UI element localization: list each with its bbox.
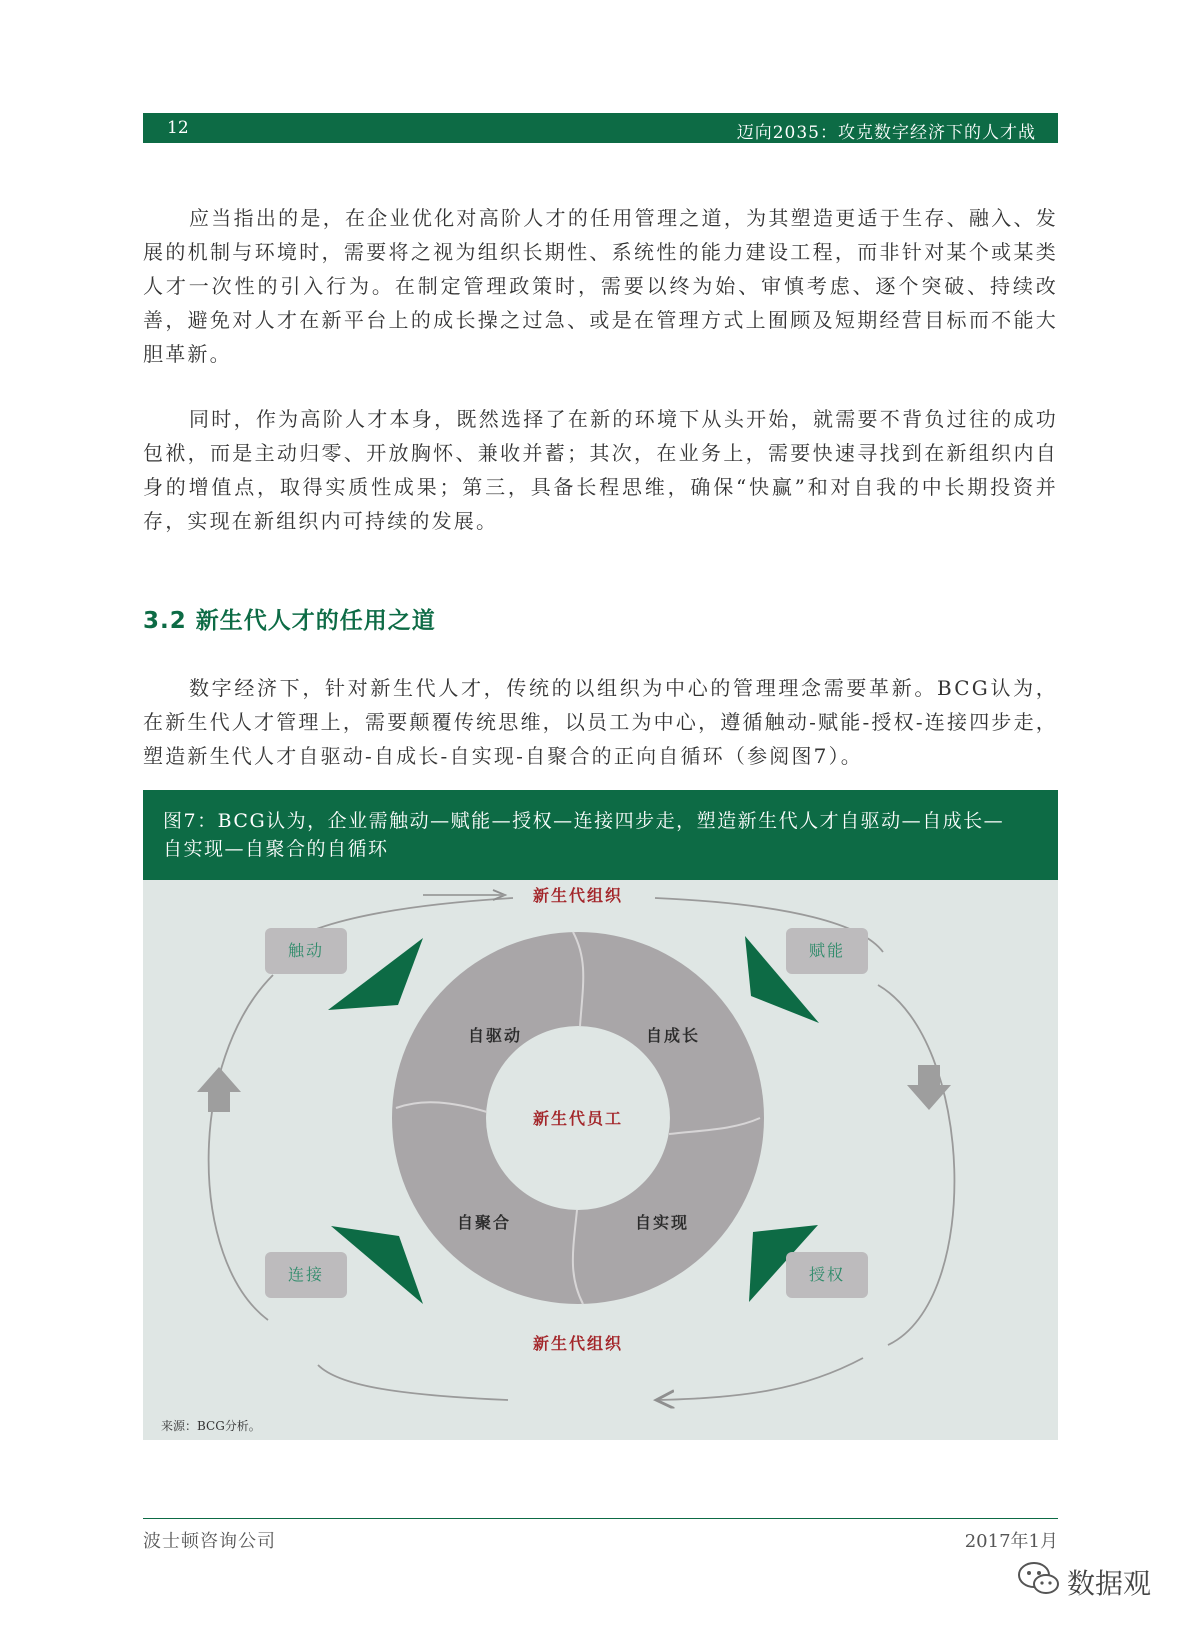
figure-caption-bar [143, 790, 1058, 880]
footer-date: 2017年1月 [964, 1531, 1058, 1552]
watermark [1017, 1558, 1177, 1602]
figure-source: 来源：BCG分析。 [161, 1419, 261, 1433]
section-heading: 3.2 新生代人才的任用之道 [143, 608, 436, 634]
figure-caption: 图7：BCG认为，企业需触动—赋能—授权—连接四步走，塑造新生代人才自驱动—自成长—自实现—自聚合的自循环 [163, 810, 1005, 860]
block-arrow-up [197, 1067, 241, 1112]
ring-segment-self-realize: 自实现 [634, 1213, 690, 1232]
step-label-empower: 授权 [808, 1265, 846, 1284]
page-header-bar [143, 113, 1058, 143]
watermark-text: 数据观 [1067, 1567, 1152, 1600]
footer-company: 波士顿咨询公司 [143, 1531, 276, 1552]
block-arrow-down [907, 1065, 951, 1110]
outer-arc-left [209, 975, 273, 1320]
bottom-org-label: 新生代组织 [532, 1334, 624, 1353]
figure-diagram [143, 880, 1058, 1440]
outer-arc-bottom-right [658, 1358, 863, 1400]
step-label-enable: 赋能 [808, 941, 846, 960]
ring-segment-self-grow: 自成长 [645, 1026, 701, 1045]
footer-divider [143, 1518, 1058, 1519]
report-title: 迈向2035：攻克数字经济下的人才战 [736, 123, 1036, 143]
step-label-connect: 连接 [287, 1265, 325, 1284]
paragraph-1: 应当指出的是，在企业优化对高阶人才的任用管理之道，为其塑造更适于生存、融入、发展的机制与环境时，需要将之视为组织长期性、系统性的能力建设工程，而非针对某个或某类人才一次性的引入行为。在制定管理政策时，需要以终为始、审慎考虑、逐个突破、持续改善，避免对人才在新平台上的成长操之过急、或是在管理方式上囿顾及短期经营目标而不能大胆革新。 [143, 206, 1058, 366]
ring-segment-self-aggregate: 自聚合 [456, 1213, 512, 1232]
top-org-label: 新生代组织 [532, 886, 624, 905]
cycle-diagram-svg [143, 880, 1058, 1440]
center-employee-label: 新生代员工 [532, 1109, 624, 1128]
paragraph-3: 数字经济下，针对新生代人才，传统的以组织为中心的管理理念需要革新。BCG认为，在新生代人才管理上，需要颠覆传统思维，以员工为中心，遵循触动-赋能-授权-连接四步走，塑造新生代人才自驱动-自成长-自实现-自聚合的正向自循环（参阅图7）。 [143, 676, 1058, 768]
page-number: 12 [167, 118, 189, 138]
ring-segment-self-drive: 自驱动 [467, 1026, 523, 1045]
wechat-icon [1017, 1558, 1061, 1598]
paragraph-2: 同时，作为高阶人才本身，既然选择了在新的环境下从头开始，就需要不背负过往的成功包袱，而是主动归零、开放胸怀、兼收并蓄；其次，在业务上，需要快速寻找到在新组织内自身的增值点，取得实质性成果；第三，具备长程思维，确保“快赢”和对自我的中长期投资并存，实现在新组织内可持续的发展。 [143, 407, 1058, 533]
outer-arc-bottom-left [318, 1365, 508, 1400]
outer-arc-right [878, 985, 954, 1345]
step-label-touch: 触动 [287, 941, 325, 960]
